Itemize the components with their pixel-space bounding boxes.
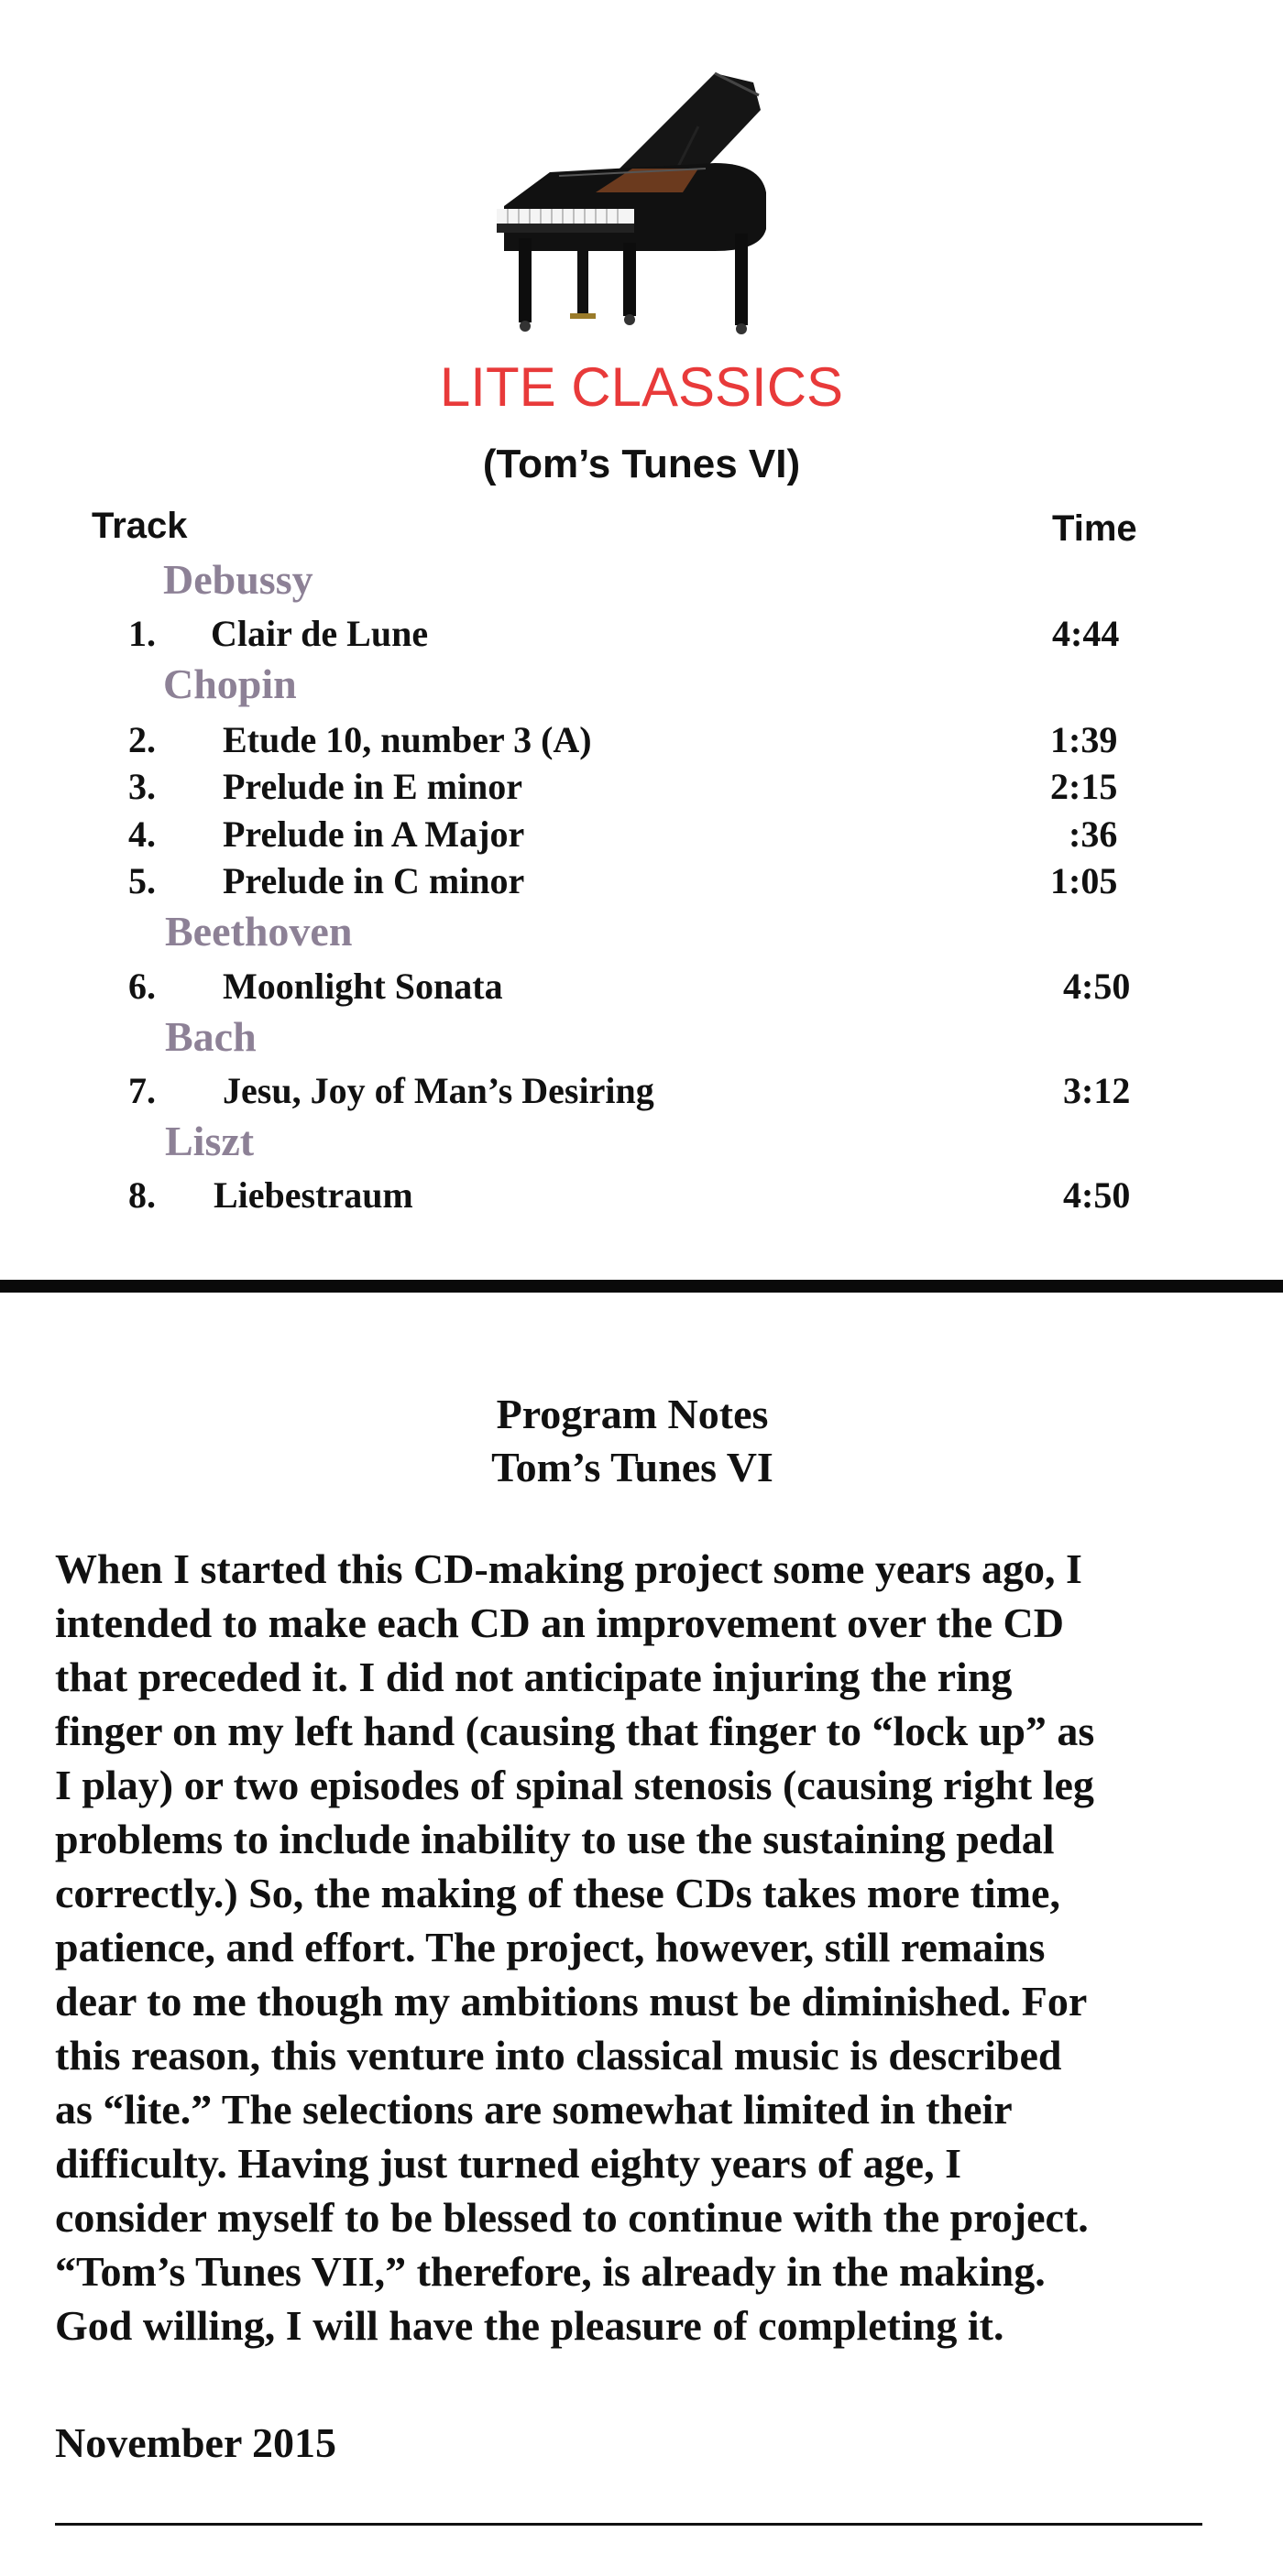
notes-line: consider myself to be blessed to continue with the project. — [55, 2194, 1089, 2241]
track-time: 3:12 — [1063, 1070, 1131, 1111]
notes-line: that preceded it. I did not anticipate injuring the ring — [55, 1654, 1013, 1700]
track-time: 2:15 — [1050, 766, 1118, 807]
track-time: 4:44 — [1052, 613, 1120, 654]
notes-subheading: Tom’s Tunes VI — [491, 1444, 773, 1490]
notes-line: “Tom’s Tunes VII,” therefore, is already in the making. — [55, 2248, 1046, 2295]
track-number: 8. — [128, 1174, 156, 1216]
track-number: 2. — [128, 719, 156, 760]
album-title: LITE CLASSICS — [439, 356, 844, 418]
track-title: Clair de Lune — [211, 613, 429, 654]
track-number: 6. — [128, 966, 156, 1007]
notes-line: intended to make each CD an improvement over the CD — [55, 1599, 1064, 1646]
notes-line: difficulty. Having just turned eighty years of age, I — [55, 2140, 961, 2187]
composer-heading: Liszt — [165, 1118, 255, 1164]
section-divider — [0, 1280, 1283, 1293]
track-time: 1:39 — [1050, 719, 1118, 760]
notes-line: When I started this CD-making project some years ago, I — [55, 1545, 1082, 1592]
track-number: 7. — [128, 1070, 156, 1111]
track-number: 5. — [128, 860, 156, 901]
bottom-rule — [55, 2523, 1202, 2526]
notes-line: God willing, I will have the pleasure of completing it. — [55, 2302, 1004, 2349]
notes-heading: Program Notes — [496, 1391, 769, 1437]
notes-line: as “lite.” The selections are somewhat limited in their — [55, 2086, 1013, 2133]
track-title: Jesu, Joy of Man’s Desiring — [223, 1070, 654, 1111]
track-time: :36 — [1069, 813, 1118, 855]
notes-line: correctly.) So, the making of these CDs takes more time, — [55, 1870, 1060, 1916]
notes-body — [55, 1542, 1274, 2352]
notes-line: I play) or two episodes of spinal stenosis (causing right leg — [55, 1762, 1094, 1808]
track-title: Etude 10, number 3 (A) — [223, 719, 592, 760]
track-time: 4:50 — [1063, 966, 1131, 1007]
composer-heading: Beethoven — [165, 908, 353, 955]
track-number: 3. — [128, 766, 156, 807]
album-subtitle: (Tom’s Tunes VI) — [482, 442, 801, 486]
track-time: 4:50 — [1063, 1174, 1131, 1216]
track-title: Prelude in E minor — [223, 766, 523, 807]
track-title: Prelude in A Major — [223, 813, 525, 855]
grand-piano-icon — [486, 55, 788, 357]
notes-line: patience, and effort. The project, however, still remains — [55, 1924, 1046, 1970]
notes-line: this reason, this venture into classical music is described — [55, 2032, 1062, 2079]
notes-line: problems to include inability to use the sustaining pedal — [55, 1816, 1055, 1862]
time-column-header: Time — [1052, 508, 1137, 549]
notes-line: finger on my left hand (causing that finger to “lock up” as — [55, 1708, 1095, 1754]
composer-heading: Chopin — [163, 660, 297, 707]
track-title: Prelude in C minor — [223, 860, 525, 901]
notes-date: November 2015 — [55, 2419, 337, 2466]
track-time: 1:05 — [1050, 860, 1118, 901]
track-number: 1. — [128, 613, 156, 654]
composer-heading: Bach — [165, 1013, 257, 1060]
notes-line: dear to me though my ambitions must be diminished. For — [55, 1978, 1088, 2025]
track-title: Moonlight Sonata — [223, 966, 503, 1007]
track-number: 4. — [128, 813, 156, 855]
track-column-header: Track — [92, 506, 188, 546]
track-title: Liebestraum — [214, 1174, 413, 1216]
composer-heading: Debussy — [163, 556, 313, 603]
